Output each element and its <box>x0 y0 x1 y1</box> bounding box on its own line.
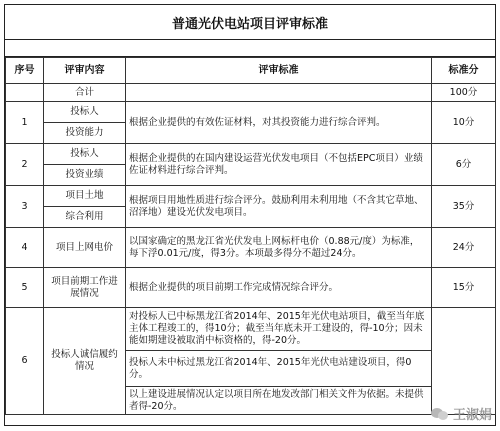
row-standard-part1: 对投标人已中标黑龙江省2014年、2015年光伏电站项目，截至当年底主体工程竣工的，得10分；截至当年底未开工建设的，得-10分；因未能如期建设被取消中标资格的，得-20分。 <box>126 308 432 351</box>
table-row <box>6 186 496 228</box>
watermark-text: 王淑娟 <box>452 408 492 423</box>
criteria-table <box>5 57 496 415</box>
row-standard: 根据企业提供的有效佐证材料，对其投资能力进行综合评判。 <box>126 102 432 144</box>
row-content <box>44 102 126 144</box>
row-content-line1: 投标人 <box>44 102 125 123</box>
table-header-row <box>6 58 496 84</box>
row-no: 6 <box>6 308 44 415</box>
row-no: 4 <box>6 228 44 268</box>
row-content-line2: 投资业绩 <box>65 169 104 180</box>
row-score-empty <box>432 308 496 415</box>
total-row <box>6 84 496 102</box>
row-content: 项目上网电价 <box>44 228 126 268</box>
header-content: 评审内容 <box>44 58 126 84</box>
row-score: 15分 <box>432 268 496 308</box>
header-no: 序号 <box>6 58 44 84</box>
row-standard-part2: 投标人未中标过黑龙江省2014年、2015年光伏电站建设项目，得0分。 <box>126 351 432 387</box>
row-score: 35分 <box>432 186 496 228</box>
row-score: 10分 <box>432 102 496 144</box>
total-score: 100分 <box>432 84 496 102</box>
wechat-icon <box>431 407 449 421</box>
title-spacer <box>5 39 495 57</box>
row-no: 5 <box>6 268 44 308</box>
row-standard: 以国家确定的黑龙江省光伏发电上网标杆电价（0.88元/度）为标准，每下浮0.01元/度，得3分。本项最多得分不超过24分。 <box>126 228 432 268</box>
row-score: 24分 <box>432 228 496 268</box>
row-content: 投标人诚信履约情况 <box>44 308 126 415</box>
row-standard: 根据项目用地性质进行综合评分。鼓励利用未利用地（不含其它草地、沼泽地）建设光伏发电项目。 <box>126 186 432 228</box>
total-no-cell <box>6 84 44 102</box>
table-row <box>6 268 496 308</box>
row-standard: 根据企业提供的在国内建设运营光伏发电项目（不包括EPC项目）业绩佐证材料进行综合评判。 <box>126 144 432 186</box>
total-label: 合计 <box>44 84 126 102</box>
evaluation-sheet <box>4 4 496 426</box>
row-content <box>44 144 126 186</box>
page-title: 普通光伏电站项目评审标准 <box>5 5 495 40</box>
row-content: 项目前期工作进展情况 <box>44 268 126 308</box>
row-content-line1: 投标人 <box>44 144 125 165</box>
row-content-line2: 综合利用 <box>65 211 104 222</box>
row-content-line2: 投资能力 <box>65 127 104 138</box>
row-standard-part3: 以上建设进展情况认定以项目所在地发改部门相关文件为依据。未提供者得-20分。 <box>126 387 432 415</box>
row-content <box>44 186 126 228</box>
watermark <box>431 404 492 423</box>
table-row <box>6 102 496 144</box>
header-score: 标准分 <box>432 58 496 84</box>
row-no: 3 <box>6 186 44 228</box>
row-standard: 根据企业提供的项目前期工作完成情况综合评分。 <box>126 268 432 308</box>
total-standard-cell <box>126 84 432 102</box>
row-no: 1 <box>6 102 44 144</box>
row-no: 2 <box>6 144 44 186</box>
table-row <box>6 228 496 268</box>
row-score: 6分 <box>432 144 496 186</box>
row-content-line1: 项目土地 <box>44 186 125 207</box>
table-row <box>6 144 496 186</box>
table-row <box>6 308 496 351</box>
header-standard: 评审标准 <box>126 58 432 84</box>
